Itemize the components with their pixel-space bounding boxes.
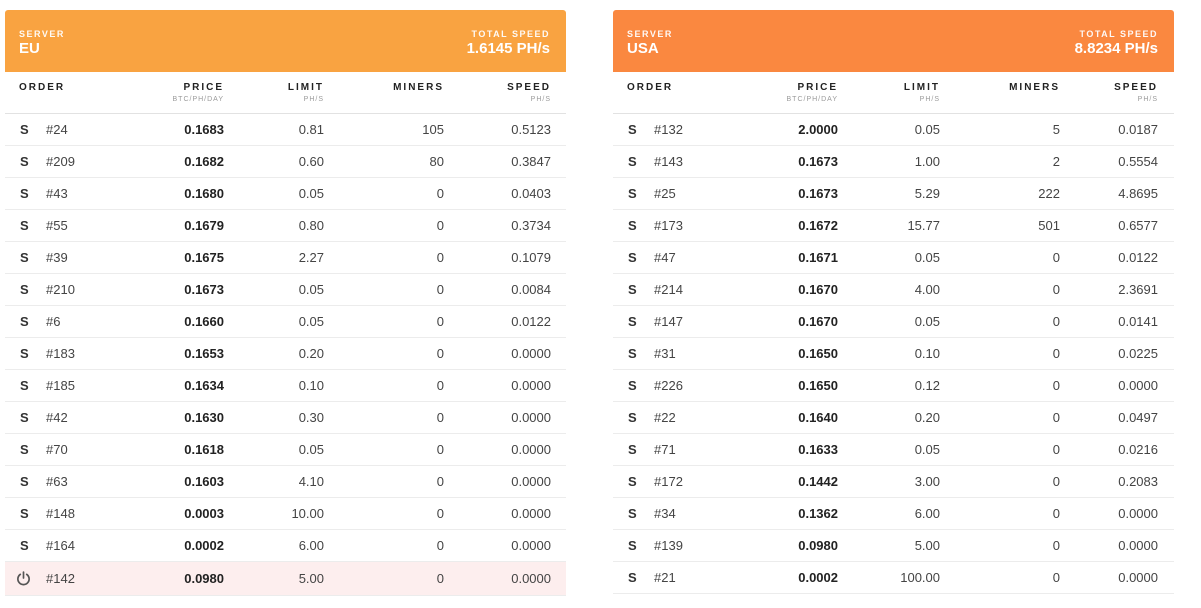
- order-speed: 0.0000: [511, 474, 551, 489]
- order-row[interactable]: [5, 274, 566, 306]
- order-miners: 0: [436, 250, 444, 265]
- order-status: S: [628, 282, 637, 297]
- order-miners: 0: [1052, 474, 1060, 489]
- order-id: #148: [46, 506, 75, 521]
- order-limit: 0.05: [914, 250, 940, 265]
- order-limit: 0.10: [298, 378, 324, 393]
- order-row[interactable]: [5, 242, 566, 274]
- col-price-unit: BTC/PH/DAY: [172, 96, 224, 103]
- order-miners: 0: [436, 571, 444, 586]
- order-id: #173: [654, 218, 683, 233]
- order-miners: 105: [422, 122, 444, 137]
- total-speed-value: 8.8234 PH/s: [1074, 40, 1158, 57]
- order-limit: 5.00: [914, 538, 940, 553]
- order-status: S: [628, 538, 637, 553]
- order-status: S: [20, 474, 29, 489]
- order-speed: 0.0122: [511, 314, 551, 329]
- order-id: #31: [654, 346, 676, 361]
- order-price: 0.1671: [798, 250, 838, 265]
- order-price: 0.1630: [184, 410, 224, 425]
- order-price: 0.1650: [798, 346, 838, 361]
- server-panel-usa: [613, 10, 1174, 594]
- order-price: 0.1362: [798, 506, 838, 521]
- col-miners-header[interactable]: MINERS: [393, 82, 444, 93]
- order-limit: 0.80: [298, 218, 324, 233]
- order-row[interactable]: [5, 530, 566, 562]
- order-row[interactable]: [5, 562, 566, 596]
- order-miners: 0: [436, 410, 444, 425]
- order-limit: 2.27: [298, 250, 324, 265]
- order-status: S: [20, 154, 29, 169]
- order-status: S: [628, 122, 637, 137]
- order-id: #210: [46, 282, 75, 297]
- order-price: 0.1673: [184, 282, 224, 297]
- server-panel-eu: [5, 10, 566, 596]
- order-speed: 0.0000: [511, 410, 551, 425]
- column-headers: [5, 72, 566, 114]
- order-limit: 1.00: [914, 154, 940, 169]
- order-status: S: [20, 378, 29, 393]
- order-status: S: [20, 122, 29, 137]
- order-price: 0.1634: [184, 378, 224, 393]
- order-price: 0.1672: [798, 218, 838, 233]
- order-limit: 0.05: [298, 282, 324, 297]
- order-miners: 0: [1052, 570, 1060, 585]
- order-status: S: [628, 506, 637, 521]
- order-status: S: [20, 346, 29, 361]
- order-row[interactable]: [5, 434, 566, 466]
- order-limit: 0.10: [914, 346, 940, 361]
- order-id: #25: [654, 186, 676, 201]
- order-limit: 5.29: [914, 186, 940, 201]
- order-row[interactable]: [613, 338, 1174, 370]
- order-price: 0.0980: [184, 571, 224, 586]
- order-row[interactable]: [613, 274, 1174, 306]
- order-price: 2.0000: [798, 122, 838, 137]
- order-speed: 0.0000: [1118, 378, 1158, 393]
- order-speed: 0.0225: [1118, 346, 1158, 361]
- order-status: S: [20, 282, 29, 297]
- order-speed: 0.0000: [1118, 538, 1158, 553]
- order-status: S: [20, 506, 29, 521]
- order-limit: 10.00: [291, 506, 324, 521]
- order-speed: 0.0497: [1118, 410, 1158, 425]
- order-row[interactable]: [5, 338, 566, 370]
- total-speed-label: TOTAL SPEED: [471, 29, 550, 39]
- order-speed: 0.0216: [1118, 442, 1158, 457]
- order-row[interactable]: [5, 306, 566, 338]
- order-limit: 15.77: [907, 218, 940, 233]
- order-price: 0.0980: [798, 538, 838, 553]
- order-limit: 100.00: [900, 570, 940, 585]
- order-miners: 0: [436, 218, 444, 233]
- order-row[interactable]: [613, 306, 1174, 338]
- order-status: S: [628, 314, 637, 329]
- order-id: #34: [654, 506, 676, 521]
- order-limit: 0.20: [914, 410, 940, 425]
- order-id: #139: [654, 538, 683, 553]
- order-row[interactable]: [613, 402, 1174, 434]
- order-row[interactable]: [5, 146, 566, 178]
- order-speed: 0.0000: [1118, 506, 1158, 521]
- order-price: 0.0002: [798, 570, 838, 585]
- order-status: S: [20, 250, 29, 265]
- order-id: #43: [46, 186, 68, 201]
- order-limit: 4.00: [914, 282, 940, 297]
- order-limit: 0.60: [298, 154, 324, 169]
- col-price-header[interactable]: PRICE: [183, 82, 224, 93]
- order-miners: 0: [1052, 250, 1060, 265]
- order-price: 0.1633: [798, 442, 838, 457]
- order-price: 0.1670: [798, 282, 838, 297]
- order-limit: 0.05: [298, 442, 324, 457]
- order-id: #70: [46, 442, 68, 457]
- server-label: SERVER: [627, 29, 673, 39]
- order-speed: 2.3691: [1118, 282, 1158, 297]
- col-limit-unit: PH/S: [303, 96, 324, 103]
- order-speed: 0.0187: [1118, 122, 1158, 137]
- order-id: #22: [654, 410, 676, 425]
- order-miners: 222: [1038, 186, 1060, 201]
- order-id: #164: [46, 538, 75, 553]
- order-speed: 0.0084: [511, 282, 551, 297]
- order-price: 0.1618: [184, 442, 224, 457]
- order-miners: 0: [1052, 410, 1060, 425]
- col-miners-header[interactable]: MINERS: [1009, 82, 1060, 93]
- order-row[interactable]: [5, 114, 566, 146]
- order-id: #21: [654, 570, 676, 585]
- order-miners: 0: [436, 346, 444, 361]
- order-miners: 0: [436, 378, 444, 393]
- order-price: 0.1683: [184, 122, 224, 137]
- order-limit: 0.05: [298, 186, 324, 201]
- order-row[interactable]: [5, 210, 566, 242]
- order-status: S: [20, 538, 29, 553]
- order-limit: 0.12: [914, 378, 940, 393]
- order-miners: 0: [1052, 346, 1060, 361]
- order-row[interactable]: [613, 434, 1174, 466]
- order-miners: 0: [436, 474, 444, 489]
- order-status: S: [20, 314, 29, 329]
- order-price: 0.1680: [184, 186, 224, 201]
- order-limit: 0.05: [914, 314, 940, 329]
- col-price-unit: BTC/PH/DAY: [786, 96, 838, 103]
- order-speed: 0.0000: [511, 378, 551, 393]
- order-speed: 0.0000: [511, 571, 551, 586]
- order-status: S: [628, 346, 637, 361]
- panel-header-usa: [613, 10, 1174, 72]
- order-row[interactable]: [5, 178, 566, 210]
- order-status: S: [628, 378, 637, 393]
- order-id: #185: [46, 378, 75, 393]
- order-miners: 2: [1052, 154, 1060, 169]
- order-speed: 0.0000: [511, 442, 551, 457]
- col-limit-header[interactable]: LIMIT: [903, 82, 940, 93]
- order-price: 0.1653: [184, 346, 224, 361]
- order-limit: 0.30: [298, 410, 324, 425]
- total-speed-label: TOTAL SPEED: [1079, 29, 1158, 39]
- col-speed-unit: PH/S: [530, 96, 551, 103]
- order-id: #132: [654, 122, 683, 137]
- order-miners: 501: [1038, 218, 1060, 233]
- order-row[interactable]: [613, 530, 1174, 562]
- order-row[interactable]: [613, 178, 1174, 210]
- order-speed: 0.0122: [1118, 250, 1158, 265]
- order-price: 0.0002: [184, 538, 224, 553]
- order-speed: 0.0000: [511, 506, 551, 521]
- order-limit: 0.81: [298, 122, 324, 137]
- order-speed: 0.3734: [511, 218, 551, 233]
- order-miners: 0: [1052, 378, 1060, 393]
- order-speed: 4.8695: [1118, 186, 1158, 201]
- order-miners: 0: [1052, 314, 1060, 329]
- order-id: #47: [654, 250, 676, 265]
- order-limit: 0.05: [914, 122, 940, 137]
- order-price: 0.1679: [184, 218, 224, 233]
- order-miners: 0: [1052, 442, 1060, 457]
- order-speed: 0.2083: [1118, 474, 1158, 489]
- order-miners: 0: [1052, 538, 1060, 553]
- order-row[interactable]: [5, 402, 566, 434]
- order-miners: 0: [436, 506, 444, 521]
- order-row[interactable]: [613, 114, 1174, 146]
- order-id: #71: [654, 442, 676, 457]
- order-price: 0.1603: [184, 474, 224, 489]
- col-speed-header[interactable]: SPEED: [507, 82, 551, 93]
- order-limit: 4.10: [298, 474, 324, 489]
- order-miners: 0: [436, 314, 444, 329]
- order-limit: 0.20: [298, 346, 324, 361]
- order-id: #226: [654, 378, 683, 393]
- col-speed-header[interactable]: SPEED: [1114, 82, 1158, 93]
- order-miners: 5: [1052, 122, 1060, 137]
- order-id: #6: [46, 314, 61, 329]
- order-id: #55: [46, 218, 68, 233]
- order-limit: 6.00: [914, 506, 940, 521]
- order-miners: 0: [436, 442, 444, 457]
- col-order-header[interactable]: ORDER: [627, 82, 674, 93]
- order-id: #183: [46, 346, 75, 361]
- order-status: S: [20, 442, 29, 457]
- order-id: #24: [46, 122, 68, 137]
- order-price: 0.1640: [798, 410, 838, 425]
- order-limit: 3.00: [914, 474, 940, 489]
- order-row[interactable]: [5, 370, 566, 402]
- order-status: S: [628, 186, 637, 201]
- column-headers: [613, 72, 1174, 114]
- order-row[interactable]: [613, 370, 1174, 402]
- panel-header-eu: [5, 10, 566, 72]
- server-name: EU: [19, 40, 40, 57]
- order-row[interactable]: [613, 210, 1174, 242]
- order-status: S: [20, 218, 29, 233]
- order-status: S: [20, 410, 29, 425]
- order-price: 0.0003: [184, 506, 224, 521]
- order-id: #63: [46, 474, 68, 489]
- power-icon[interactable]: [16, 571, 31, 586]
- order-miners: 80: [429, 154, 444, 169]
- order-id: #147: [654, 314, 683, 329]
- order-price: 0.1670: [798, 314, 838, 329]
- order-price: 0.1660: [184, 314, 224, 329]
- order-id: #214: [654, 282, 683, 297]
- col-price-header[interactable]: PRICE: [797, 82, 838, 93]
- order-speed: 0.0000: [511, 346, 551, 361]
- order-miners: 0: [436, 186, 444, 201]
- order-id: #39: [46, 250, 68, 265]
- order-limit: 0.05: [914, 442, 940, 457]
- order-speed: 0.0000: [511, 538, 551, 553]
- order-limit: 6.00: [298, 538, 324, 553]
- order-status: S: [628, 154, 637, 169]
- order-miners: 0: [1052, 506, 1060, 521]
- order-price: 0.1673: [798, 154, 838, 169]
- col-limit-header[interactable]: LIMIT: [287, 82, 324, 93]
- server-label: SERVER: [19, 29, 65, 39]
- col-order-header[interactable]: ORDER: [19, 82, 66, 93]
- order-price: 0.1673: [798, 186, 838, 201]
- order-price: 0.1675: [184, 250, 224, 265]
- order-price: 0.1682: [184, 154, 224, 169]
- order-row[interactable]: [613, 466, 1174, 498]
- orders-list-eu: [5, 114, 566, 596]
- order-limit: 5.00: [298, 571, 324, 586]
- order-id: #42: [46, 410, 68, 425]
- order-speed: 0.3847: [511, 154, 551, 169]
- order-row[interactable]: [5, 498, 566, 530]
- orders-list-usa: [613, 114, 1174, 594]
- order-row[interactable]: [613, 242, 1174, 274]
- order-price: 0.1650: [798, 378, 838, 393]
- order-status: S: [20, 186, 29, 201]
- col-speed-unit: PH/S: [1137, 96, 1158, 103]
- order-id: #142: [46, 571, 75, 586]
- order-row[interactable]: [613, 498, 1174, 530]
- server-name: USA: [627, 40, 659, 57]
- order-miners: 0: [436, 282, 444, 297]
- order-miners: 0: [436, 538, 444, 553]
- order-status: S: [628, 442, 637, 457]
- order-row[interactable]: [5, 466, 566, 498]
- order-id: #209: [46, 154, 75, 169]
- order-speed: 0.6577: [1118, 218, 1158, 233]
- order-price: 0.1442: [798, 474, 838, 489]
- order-speed: 0.5123: [511, 122, 551, 137]
- order-limit: 0.05: [298, 314, 324, 329]
- order-status: S: [628, 218, 637, 233]
- order-status: S: [628, 474, 637, 489]
- total-speed-value: 1.6145 PH/s: [466, 40, 550, 57]
- order-id: #172: [654, 474, 683, 489]
- order-status: S: [628, 410, 637, 425]
- order-speed: 0.0141: [1118, 314, 1158, 329]
- order-id: #143: [654, 154, 683, 169]
- order-miners: 0: [1052, 282, 1060, 297]
- order-speed: 0.0000: [1118, 570, 1158, 585]
- order-status: S: [628, 250, 637, 265]
- order-speed: 0.0403: [511, 186, 551, 201]
- order-status: S: [628, 570, 637, 585]
- order-row[interactable]: [613, 146, 1174, 178]
- order-row[interactable]: [613, 562, 1174, 594]
- order-speed: 0.1079: [511, 250, 551, 265]
- order-speed: 0.5554: [1118, 154, 1158, 169]
- col-limit-unit: PH/S: [919, 96, 940, 103]
